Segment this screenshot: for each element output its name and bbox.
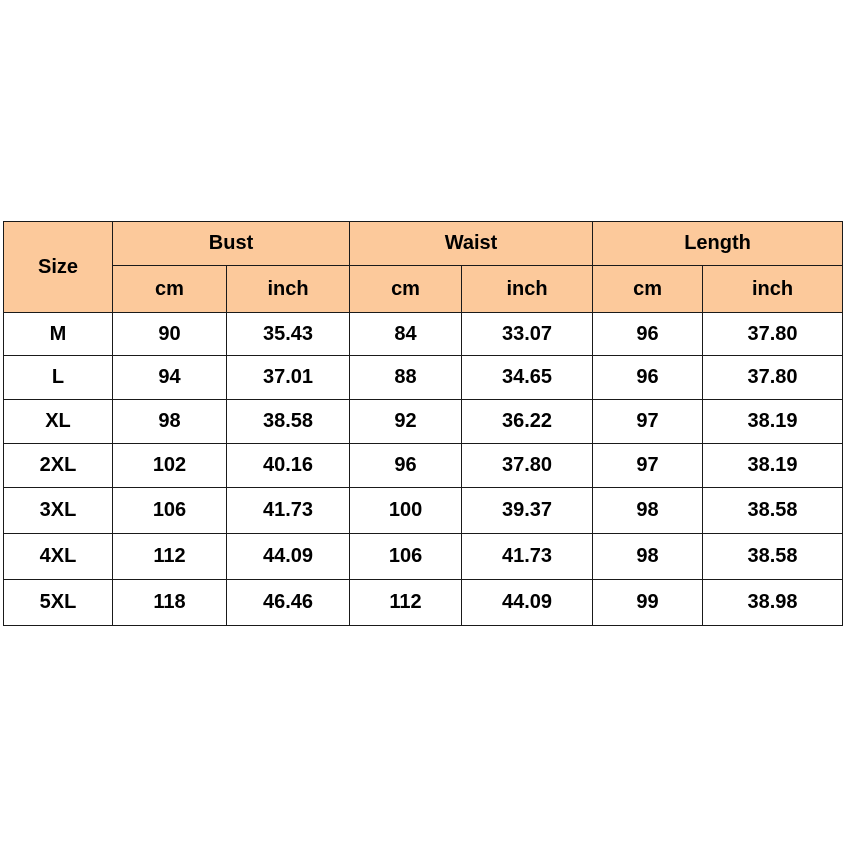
table-row (4, 488, 843, 534)
length-cm-cell: 97 (593, 400, 703, 444)
length-inch-cell: 37.80 (703, 313, 843, 356)
length-cm-cell: 99 (593, 580, 703, 626)
waist-cm-cell: 106 (350, 534, 462, 580)
size-cell: 5XL (4, 580, 113, 626)
waist-cm-cell: 112 (350, 580, 462, 626)
table-row (4, 444, 843, 488)
size-cell: M (4, 313, 113, 356)
length-inch-header: inch (703, 266, 843, 313)
length-header: Length (593, 222, 843, 266)
waist-inch-cell: 33.07 (462, 313, 593, 356)
size-chart-table (3, 221, 843, 626)
length-cm-cell: 98 (593, 534, 703, 580)
table-row (4, 534, 843, 580)
size-header: Size (4, 222, 113, 313)
waist-header: Waist (350, 222, 593, 266)
waist-inch-cell: 39.37 (462, 488, 593, 534)
bust-inch-cell: 41.73 (227, 488, 350, 534)
bust-inch-cell: 46.46 (227, 580, 350, 626)
length-inch-cell: 38.19 (703, 444, 843, 488)
waist-cm-cell: 100 (350, 488, 462, 534)
size-cell: 3XL (4, 488, 113, 534)
length-inch-cell: 38.19 (703, 400, 843, 444)
waist-cm-cell: 84 (350, 313, 462, 356)
length-cm-header: cm (593, 266, 703, 313)
header-row-units (4, 266, 843, 313)
size-cell: XL (4, 400, 113, 444)
length-inch-cell: 38.98 (703, 580, 843, 626)
waist-inch-cell: 34.65 (462, 356, 593, 400)
bust-cm-cell: 102 (113, 444, 227, 488)
bust-cm-cell: 112 (113, 534, 227, 580)
waist-inch-header: inch (462, 266, 593, 313)
bust-inch-cell: 35.43 (227, 313, 350, 356)
table-row (4, 313, 843, 356)
table-row (4, 400, 843, 444)
waist-inch-cell: 44.09 (462, 580, 593, 626)
size-cell: 4XL (4, 534, 113, 580)
length-cm-cell: 96 (593, 313, 703, 356)
bust-cm-header: cm (113, 266, 227, 313)
length-cm-cell: 96 (593, 356, 703, 400)
table-row (4, 580, 843, 626)
bust-inch-header: inch (227, 266, 350, 313)
length-inch-cell: 38.58 (703, 488, 843, 534)
waist-cm-header: cm (350, 266, 462, 313)
length-inch-cell: 38.58 (703, 534, 843, 580)
waist-cm-cell: 88 (350, 356, 462, 400)
bust-cm-cell: 118 (113, 580, 227, 626)
bust-inch-cell: 40.16 (227, 444, 350, 488)
header-row-groups (4, 222, 843, 266)
length-cm-cell: 98 (593, 488, 703, 534)
size-cell: L (4, 356, 113, 400)
bust-header: Bust (113, 222, 350, 266)
bust-cm-cell: 106 (113, 488, 227, 534)
waist-inch-cell: 41.73 (462, 534, 593, 580)
table-row (4, 356, 843, 400)
bust-cm-cell: 98 (113, 400, 227, 444)
waist-inch-cell: 37.80 (462, 444, 593, 488)
waist-cm-cell: 92 (350, 400, 462, 444)
bust-inch-cell: 44.09 (227, 534, 350, 580)
bust-cm-cell: 94 (113, 356, 227, 400)
length-inch-cell: 37.80 (703, 356, 843, 400)
waist-cm-cell: 96 (350, 444, 462, 488)
size-cell: 2XL (4, 444, 113, 488)
bust-inch-cell: 37.01 (227, 356, 350, 400)
bust-inch-cell: 38.58 (227, 400, 350, 444)
bust-cm-cell: 90 (113, 313, 227, 356)
length-cm-cell: 97 (593, 444, 703, 488)
waist-inch-cell: 36.22 (462, 400, 593, 444)
